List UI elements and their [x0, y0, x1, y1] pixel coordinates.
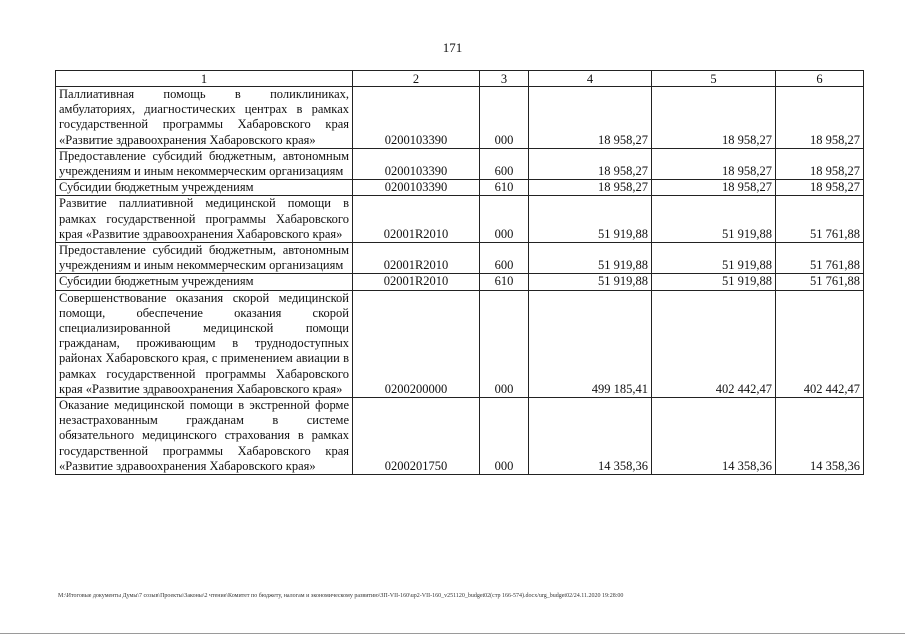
- row-name: Субсидии бюджетным учреждениям: [56, 274, 353, 290]
- row-expense-type: 600: [480, 243, 529, 274]
- column-header: 2: [353, 71, 480, 87]
- table-row: [56, 87, 864, 149]
- row-value-col4: 51 919,88: [529, 196, 652, 243]
- table-header-row: [56, 71, 864, 87]
- row-value-col5: 51 919,88: [652, 274, 776, 290]
- table-row: [56, 290, 864, 397]
- row-value-col4: 18 958,27: [529, 148, 652, 179]
- row-expense-type: 610: [480, 274, 529, 290]
- row-expense-type: 000: [480, 87, 529, 149]
- row-value-col4: 18 958,27: [529, 180, 652, 196]
- row-name: Развитие паллиативной медицинской помощи в рамках государственной программы Хабаровского края «Развитие здравоохранения Хабаровского края»: [56, 196, 353, 243]
- row-value-col4: 51 919,88: [529, 243, 652, 274]
- row-name: Паллиативная помощь в поликлиниках, амбулаториях, диагностических центрах в рамках государственной программы Хабаровского края «Развитие здравоохранения Хабаровского края»: [56, 87, 353, 149]
- row-value-col6: 402 442,47: [776, 290, 864, 397]
- row-value-col6: 18 958,27: [776, 87, 864, 149]
- row-value-col4: 499 185,41: [529, 290, 652, 397]
- row-value-col5: 51 919,88: [652, 196, 776, 243]
- row-value-col4: 51 919,88: [529, 274, 652, 290]
- row-expense-type: 000: [480, 398, 529, 475]
- budget-table: [55, 70, 864, 475]
- row-name: Субсидии бюджетным учреждениям: [56, 180, 353, 196]
- table-row: [56, 243, 864, 274]
- table-row: [56, 196, 864, 243]
- row-name: Предоставление субсидий бюджетным, автономным учреждениям и иным некоммерческим организациям: [56, 148, 353, 179]
- table-row: [56, 274, 864, 290]
- table-row: [56, 180, 864, 196]
- row-value-col5: 51 919,88: [652, 243, 776, 274]
- row-code: 02001R2010: [353, 274, 480, 290]
- row-value-col5: 18 958,27: [652, 87, 776, 149]
- row-code: 0200103390: [353, 148, 480, 179]
- row-expense-type: 610: [480, 180, 529, 196]
- row-value-col4: 18 958,27: [529, 87, 652, 149]
- row-expense-type: 000: [480, 290, 529, 397]
- column-header: 6: [776, 71, 864, 87]
- row-value-col5: 18 958,27: [652, 148, 776, 179]
- budget-table-body: [56, 71, 864, 475]
- table-row: [56, 398, 864, 475]
- row-code: 0200103390: [353, 180, 480, 196]
- row-expense-type: 600: [480, 148, 529, 179]
- row-code: 0200103390: [353, 87, 480, 149]
- row-value-col6: 14 358,36: [776, 398, 864, 475]
- column-header: 4: [529, 71, 652, 87]
- row-value-col6: 18 958,27: [776, 148, 864, 179]
- row-value-col6: 18 958,27: [776, 180, 864, 196]
- table-row: [56, 148, 864, 179]
- row-expense-type: 000: [480, 196, 529, 243]
- row-value-col4: 14 358,36: [529, 398, 652, 475]
- column-header: 1: [56, 71, 353, 87]
- row-value-col5: 18 958,27: [652, 180, 776, 196]
- page-edge-divider: [0, 633, 905, 634]
- row-name: Совершенствование оказания скорой медицинской помощи, обеспечение оказания скорой специализированной медицинской помощи гражданам, проживающим в труднодоступных районах Хабаровского края, с применением авиации в рамках государственной программы Хабаровского края «Развитие здравоохранения Хабаровского края»: [56, 290, 353, 397]
- row-code: 02001R2010: [353, 243, 480, 274]
- row-value-col6: 51 761,88: [776, 243, 864, 274]
- row-value-col5: 402 442,47: [652, 290, 776, 397]
- row-value-col6: 51 761,88: [776, 196, 864, 243]
- row-code: 0200201750: [353, 398, 480, 475]
- column-header: 5: [652, 71, 776, 87]
- row-name: Оказание медицинской помощи в экстренной форме незастрахованным гражданам в системе обязательного медицинского страхования в рамках государственной программы Хабаровского края «Развитие здравоохранения Хабаровского края»: [56, 398, 353, 475]
- row-value-col5: 14 358,36: [652, 398, 776, 475]
- document-path-footer: M:\Итоговые документы Думы\7 созыв\Проекты\Законы\2 чтение\Комитет по бюджету, налогам и экономическому развитию\ЗП-VII-160\up2-VII-160_v251120_budget02(стр 166-574).docx/urg_budget02/24.11.2020 19:28:00: [58, 593, 624, 599]
- row-value-col6: 51 761,88: [776, 274, 864, 290]
- row-code: 0200200000: [353, 290, 480, 397]
- row-code: 02001R2010: [353, 196, 480, 243]
- column-header: 3: [480, 71, 529, 87]
- page-number: 171: [442, 40, 463, 55]
- row-name: Предоставление субсидий бюджетным, автономным учреждениям и иным некоммерческим организациям: [56, 243, 353, 274]
